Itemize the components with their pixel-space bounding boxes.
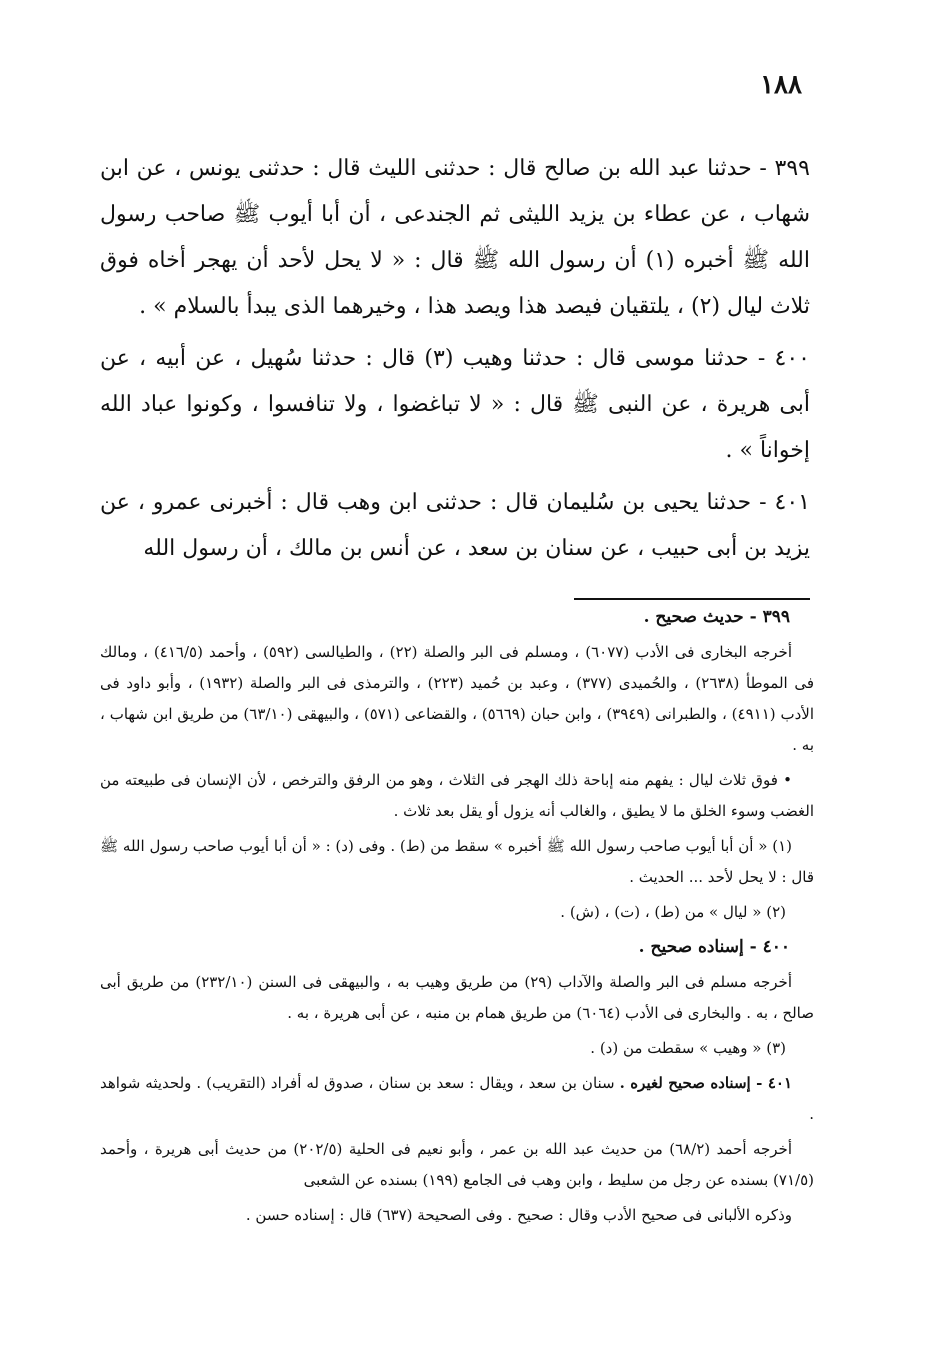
note-401-title: ٤٠١ - إسناده صحيح لغيره . — [619, 1074, 792, 1092]
hadith-401: ٤٠١ - حدثنا يحيى بن سُليمان قال : حدثنى ابن وهب قال : أخبرنى عمرو ، عن يزيد بن أبى حبيب ، عن سنان بن سعد ، عن أنس بن مالك ، أن رسول الله — [100, 490, 810, 561]
note-401 — [100, 1068, 814, 1130]
note-400-title: ٤٠٠ - إسناده صحيح . — [638, 937, 790, 957]
hadith-399: ٣٩٩ - حدثنا عبد الله بن صالح قال : حدثنى الليث قال : حدثنى يونس ، عن ابن شهاب ، عن عطاء بن يزيد الليثى ثم الجندعى ، أن أبا أيوب ﷺ صاحب رسول الله ﷺ أخبره (١) أن رسول الله ﷺ قال : « لا يحل لأحد أن يهجر أخاه فوق ثلاث ليال (٢) ، يلتقيان فيصد هذا ويصد هذا ، وخيرهما الذى يبدأ بالسلام » . — [100, 156, 810, 319]
footnote-1: (١) « أن أبا أيوب صاحب رسول الله ﷺ أخبره » سقط من (ط) . وفى (د) : « أن أبا أيوب صاحب رسول الله ﷺ قال : لا يحل لأحد ... الحديث . — [100, 837, 814, 886]
footnote-2: (٢) « ليال » من (ط) ، (ت) ، (ش) . — [560, 903, 786, 921]
page-number: ١٨٨ — [760, 70, 802, 100]
note-399-comment: • فوق ثلاث ليال : يفهم منه إباحة ذلك الهجر فى الثلاث ، وهو من الرفق والترخص ، لأن الإنسان فى طبيعته من الغضب وسوء الخلق ما لا يطيق ، والغالب أنه يزول أو يقل بعد ثلاث . — [100, 771, 814, 820]
note-401-takhrij-1: أخرجه أحمد (٦٨/٢) من حديث عبد الله بن عمر ، وأبو نعيم فى الحلية (٢٠٢/٥) من حديث أبى هريرة ، وأحمد (٧١/٥) بسنده عن رجل من سليط ، وابن وهب فى الجامع (١٩٩) بسنده عن الشعبى — [100, 1140, 814, 1189]
main-text — [100, 146, 810, 578]
note-401-takhrij-2: وذكره الألبانى فى صحيح الأدب وقال : صحيح . وفى الصحيحة (٦٣٧) قال : إسناده حسن . — [245, 1206, 792, 1224]
note-399-takhrij: أخرجه البخارى فى الأدب (٦٠٧٧) ، ومسلم فى البر والصلة (٢٢) ، والطيالسى (٥٩٢) ، وأحمد (٤١٦/٥) ، ومالك فى الموطأ (٢٦٣٨) ، والحُميدى (٣٧٧) ، وعبد بن حُميد (٢٢٣) ، والترمذى فى البر والصلة (١٩٣٢) ، وأبو داود فى الأدب (٤٩١١) ، والطبرانى (٣٩٤٩) ، وابن حبان (٥٦٦٩) ، والقضاعى (٥٧١) ، والبيهقى (٦٣/١٠) من طريق ابن شهاب ، به . — [100, 643, 815, 754]
footnote-divider — [574, 598, 810, 600]
note-401-comment: سنان بن سعد ، ويقال : سعد بن سنان ، صدوق له أفراد (التقريب) . ولحديثه شواهد . — [100, 1074, 814, 1123]
footnotes — [100, 602, 814, 1235]
note-400-takhrij: أخرجه مسلم فى البر والصلة والآداب (٢٩) من طريق وهيب به ، والبيهقى فى السنن (٢٣٢/١٠) من طريق أبى صالح ، به . والبخارى فى الأدب (٦٠٦٤) من طريق همام بن منبه ، عن أبى هريرة ، به . — [100, 973, 814, 1022]
hadith-400: ٤٠٠ - حدثنا موسى قال : حدثنا وهيب (٣) قال : حدثنا سُهيل ، عن أبيه ، عن أبى هريرة ، عن النبى ﷺ قال : « لا تباغضوا ، ولا تنافسوا ، وكونوا عباد الله إخواناً » . — [100, 346, 810, 463]
note-399-title: ٣٩٩ - حديث صحيح . — [643, 607, 790, 627]
footnote-3: (٣) « وهيب » سقطت من (د) . — [590, 1039, 786, 1057]
